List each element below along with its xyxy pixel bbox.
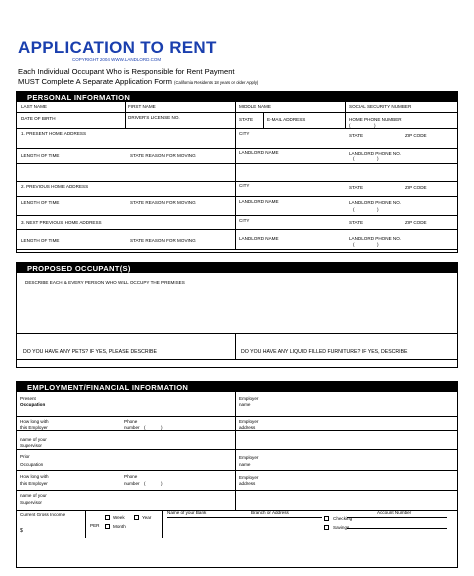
home-phone-label: HOME PHONE NUMBER [349, 117, 402, 122]
length-of-time-label: LENGTH OF TIME [21, 153, 60, 158]
state-label: STATE [349, 220, 364, 225]
landlord-phone-label: LANDLORD PHONE NO. [349, 151, 402, 156]
proposed-occupants-section [16, 262, 458, 368]
year-label: Year [142, 515, 152, 520]
employer-name-label: name [239, 462, 251, 467]
row-divider [17, 249, 457, 250]
length-of-time-label: LENGTH OF TIME [21, 238, 60, 243]
col-divider [235, 333, 236, 359]
landlord-name-label: LANDLORD NAME [239, 199, 279, 204]
paren-right: ) [377, 207, 379, 212]
first-name-label: FIRST NAME [128, 104, 156, 109]
employment-heading: EMPLOYMENT/FINANCIAL INFORMATION [17, 382, 457, 392]
copyright-notice: COPYRIGHT 2004 WWW.LANDLORD.COM [72, 57, 162, 62]
account-underline [347, 528, 447, 529]
page-title: APPLICATION TO RENT [18, 38, 217, 57]
employer-name-label: name [239, 402, 251, 407]
employment-section [16, 381, 458, 568]
paren-right: ) [377, 242, 379, 247]
zip-label: ZIP CODE [405, 185, 427, 190]
row-divider [17, 490, 457, 491]
middle-name-label: MIDDLE NAME [239, 104, 271, 109]
col-divider [235, 128, 236, 163]
paren-left: ( [349, 123, 351, 128]
row-divider [17, 449, 457, 450]
paren-right: ) [161, 425, 163, 430]
state-label: STATE [239, 117, 254, 122]
present-address-label: 1. PRESENT HOME ADDRESS [21, 131, 87, 136]
this-employer-label: this Employer [20, 425, 48, 430]
branch-label: Branch or Address [251, 510, 289, 515]
name-of-your-label: name of your [20, 493, 47, 498]
employer-label: Employer [239, 419, 259, 424]
col-divider [162, 510, 163, 538]
col-divider [235, 392, 236, 510]
savings-checkbox[interactable] [324, 525, 329, 530]
month-checkbox[interactable] [105, 524, 110, 529]
paren-right: ) [377, 156, 379, 161]
paren-left: ( [353, 242, 355, 247]
personal-information-heading: PERSONAL INFORMATION [17, 92, 457, 102]
col-divider [125, 102, 126, 112]
account-underline [347, 517, 447, 518]
how-long-label: How long with [20, 474, 49, 479]
col-divider [125, 112, 126, 128]
checking-label: Checking [333, 516, 353, 521]
employer-label: Employer [239, 455, 259, 460]
length-of-time-label: LENGTH OF TIME [21, 200, 60, 205]
checking-checkbox[interactable] [324, 516, 329, 521]
employer-address-label: address [239, 425, 256, 430]
pets-label: DO YOU HAVE ANY PETS? IF YES, PLEASE DESCRIBE [23, 349, 157, 355]
phone-label: Phone [124, 419, 138, 424]
landlord-phone-label: LANDLORD PHONE NO. [349, 236, 402, 241]
col-divider [85, 510, 86, 538]
week-label: Week [113, 515, 125, 520]
city-label: CITY [239, 218, 250, 223]
row-divider [17, 416, 457, 417]
email-label: E-MAIL ADDRESS [267, 117, 306, 122]
intro-line-1: Each Individual Occupant Who is Responsible for Rent Payment [18, 67, 235, 76]
describe-occupants-label: DESCRIBE EACH & EVERY PERSON WHO WILL OCCUPY THE PREMISES [25, 280, 185, 285]
row-divider [17, 148, 457, 149]
reason-label: STATE REASON FOR MOVING [130, 238, 196, 243]
employer-label: Employer [239, 475, 259, 480]
savings-label: Savings [333, 525, 350, 530]
current-income-label: Current Gross Income [20, 512, 66, 517]
bank-name-underline [167, 517, 322, 518]
row-divider [17, 229, 457, 230]
phone-label: Phone [124, 474, 138, 479]
how-long-label: How long with [20, 419, 49, 424]
proposed-occupants-heading: PROPOSED OCCUPANT(S) [17, 263, 457, 273]
intro-note: (California Residents 18 years or older Apply) [174, 80, 259, 85]
landlord-phone-label: LANDLORD PHONE NO. [349, 200, 402, 205]
supervisor-label: Supervisor [20, 500, 42, 505]
paren-left: ( [353, 156, 355, 161]
month-label: Month [113, 524, 126, 529]
col-divider [235, 102, 236, 128]
col-divider [345, 102, 346, 128]
reason-label: STATE REASON FOR MOVING [130, 153, 196, 158]
landlord-name-label: LANDLORD NAME [239, 236, 279, 241]
last-name-label: LAST NAME [21, 104, 47, 109]
intro-line-2-text: MUST Complete A Separate Application Form [18, 77, 172, 86]
dollar-sign: $ [20, 528, 23, 534]
per-label: PER [90, 523, 100, 528]
number-label: number [124, 425, 140, 430]
col-divider [235, 196, 236, 249]
furniture-label: DO YOU HAVE ANY LIQUID FILLED FURNITURE? IF YES, DESCRIBE [241, 349, 408, 355]
ssn-label: SOCIAL SECURITY NUMBER [349, 104, 412, 109]
employer-address-label: address [239, 481, 256, 486]
row-divider [17, 215, 457, 216]
col-divider [235, 163, 236, 196]
row-divider [17, 333, 457, 334]
row-divider [17, 196, 457, 197]
previous-address-label: 2. PREVIOUS HOME ADDRESS [21, 184, 89, 189]
reason-label: STATE REASON FOR MOVING [130, 200, 196, 205]
landlord-name-label: LANDLORD NAME [239, 150, 279, 155]
personal-information-section [16, 91, 458, 253]
zip-label: ZIP CODE [405, 133, 427, 138]
bank-name-label: Name of your Bank [167, 510, 207, 515]
name-of-your-label: name of your [20, 437, 47, 442]
paren-left: ( [144, 481, 146, 486]
this-employer-label: this Employer [20, 481, 48, 486]
dob-label: DATE OF BIRTH [21, 116, 56, 121]
intro-line-2 [18, 77, 258, 86]
row-divider [17, 181, 457, 182]
supervisor-label: Supervisor [20, 443, 42, 448]
number-label: number [124, 481, 140, 486]
row-divider [17, 470, 457, 471]
occupation-label: Occupation [20, 462, 44, 467]
account-number-label: Account Number [377, 510, 412, 515]
license-label: DRIVER'S LICENSE NO. [128, 115, 180, 120]
row-divider [17, 430, 457, 431]
paren-left: ( [353, 207, 355, 212]
city-label: CITY [239, 183, 250, 188]
state-label: STATE [349, 133, 364, 138]
row-divider [17, 359, 457, 360]
city-label: CITY [239, 131, 250, 136]
col-divider [263, 112, 264, 128]
employer-label: Employer [239, 396, 259, 401]
occupation-label: Occupation [20, 402, 46, 407]
week-checkbox[interactable] [105, 515, 110, 520]
zip-label: ZIP CODE [405, 220, 427, 225]
year-checkbox[interactable] [134, 515, 139, 520]
prior-label: Prior [20, 454, 30, 459]
next-previous-address-label: 3. NEXT PREVIOUS HOME ADDRESS [21, 220, 102, 225]
paren-left: ( [144, 425, 146, 430]
state-label: STATE [349, 185, 364, 190]
row-divider [17, 112, 457, 113]
paren-right: ) [161, 481, 163, 486]
row-divider [17, 128, 457, 129]
paren-right: ) [374, 123, 376, 128]
present-label: Present [20, 396, 36, 401]
row-divider [17, 163, 457, 164]
